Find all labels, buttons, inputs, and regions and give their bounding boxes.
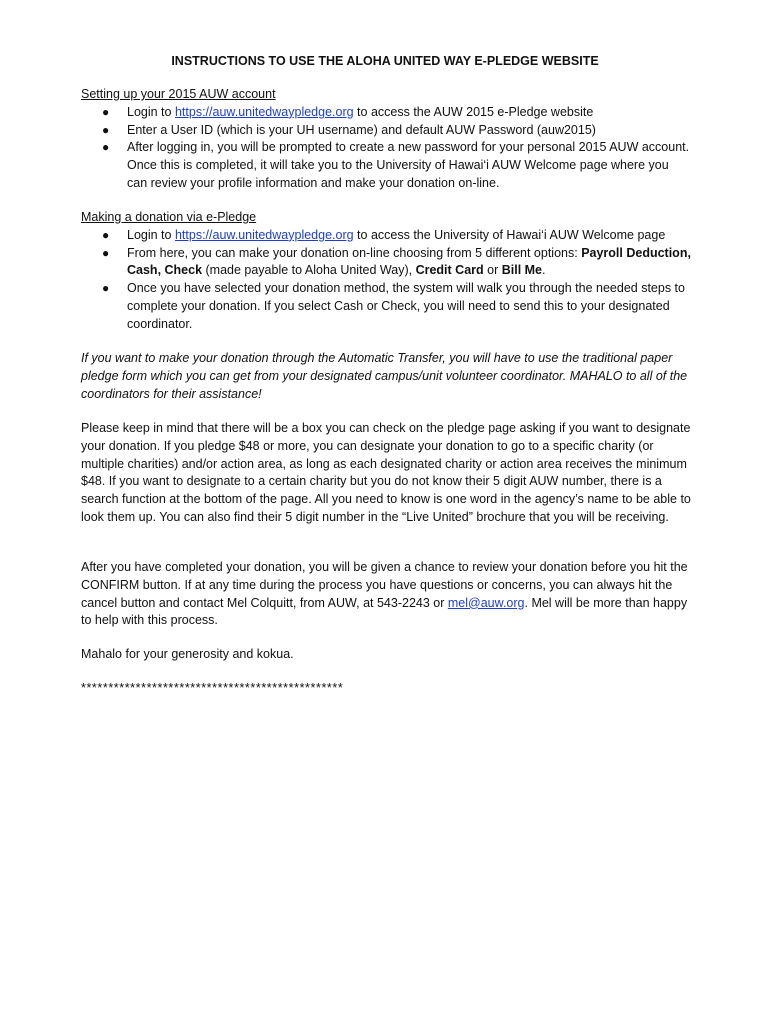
confirm-paragraph-text: After you have completed your donation, you will be given a chance to review your donation before you hit the CONFIRM button. If at any time during the process you have questions or concerns, you can always hit the cancel button and contact Mel Colquitt, from AUW, at 543-2243 or (81, 560, 688, 610)
bullet-icon: ● (102, 122, 110, 137)
closing-line (81, 646, 691, 664)
donation-method-text: Once you have selected your donation method, the system will walk you through the needed steps to complete your donation. If you select Cash or Check, you will need to send this to your designated coordinator. (127, 281, 685, 331)
confirm-paragraph-end: . Mel will be more than happy to help with this process. (81, 595, 688, 628)
donation-list (81, 227, 691, 334)
bullet-icon: ● (102, 227, 110, 242)
setup-login-text: Login to (127, 104, 175, 119)
bullet-icon: ● (102, 104, 110, 119)
confirm-paragraph (81, 559, 691, 630)
setup-password-text: After logging in, you will be prompted to create a new password for your personal 2015 AUW account. Once this is completed, it will take you to the University of Hawai‘i AUW Welcome page where you can review your profile information and make your donation on-line. (127, 140, 690, 190)
list-item (81, 280, 691, 333)
transfer-note (81, 350, 691, 403)
donation-login-text-end: to access the University of Hawai‘i AUW Welcome page (353, 227, 666, 242)
closing-text: Mahalo for your generosity and kokua. (81, 647, 294, 661)
setup-userid-text: Enter a User ID (which is your UH username) and default AUW Password (auw2015) (127, 122, 596, 137)
list-item (81, 245, 691, 281)
setup-heading: Setting up your 2015 AUW account (81, 87, 276, 101)
option-payroll-cash-check: Payroll Deduction, Cash, Check (127, 245, 691, 278)
epledge-link-2[interactable]: https://auw.unitedwaypledge.org (174, 227, 354, 242)
donation-section (81, 209, 691, 334)
transfer-note-text: If you want to make your donation through the Automatic Transfer, you will have to use the traditional paper pledge form which you can get from your designated campus/unit volunteer coordinator. MAHALO to all of the coordinators for their assistance! (81, 351, 688, 401)
bullet-icon: ● (102, 245, 110, 260)
option-credit-card: Credit Card (415, 263, 484, 278)
document-title: INSTRUCTIONS TO USE THE ALOHA UNITED WAY E-PLEDGE WEBSITE (171, 54, 599, 68)
donation-login-text: Login to (127, 227, 175, 242)
designate-paragraph (81, 420, 691, 527)
list-item (81, 139, 691, 192)
email-link[interactable]: mel@auw.org (447, 595, 525, 610)
bullet-icon: ● (102, 140, 110, 155)
donation-options-text-2: (made payable to Aloha United Way), (202, 263, 416, 278)
list-item (81, 104, 691, 122)
donation-heading: Making a donation via e-Pledge (81, 210, 257, 224)
list-item (81, 122, 691, 140)
setup-list (81, 104, 691, 193)
bullet-icon: ● (102, 281, 110, 296)
designate-paragraph-text: Please keep in mind that there will be a box you can check on the pledge page asking if you want to designate your donation. If you pledge $48 or more, you can designate your donation to go to a specific charity (or multiple charities) and/or action area, as long as each designated charity or action area receives the minimum $48. If you want to designate to a certain charity but you do not know their 5 digit AUW number, there is a search function at the bottom of the page. All you need to know is one word in the agency’s name to be able to look them up. You can also find their 5 digit number in the “Live United” brochure that you will be receiving. (81, 421, 691, 524)
stars-divider (81, 680, 691, 698)
donation-options-text-3: or (483, 263, 502, 278)
donation-options-end: . (542, 263, 546, 278)
stars-text: ************************************************ (81, 681, 344, 695)
setup-section (81, 86, 691, 193)
donation-options-text: From here, you can make your donation on-line choosing from 5 different options: (127, 245, 582, 260)
epledge-link[interactable]: https://auw.unitedwaypledge.org (174, 104, 354, 119)
option-bill-me: Bill Me (501, 263, 543, 278)
setup-login-text-end: to access the AUW 2015 e-Pledge website (353, 104, 594, 119)
list-item (81, 227, 691, 245)
